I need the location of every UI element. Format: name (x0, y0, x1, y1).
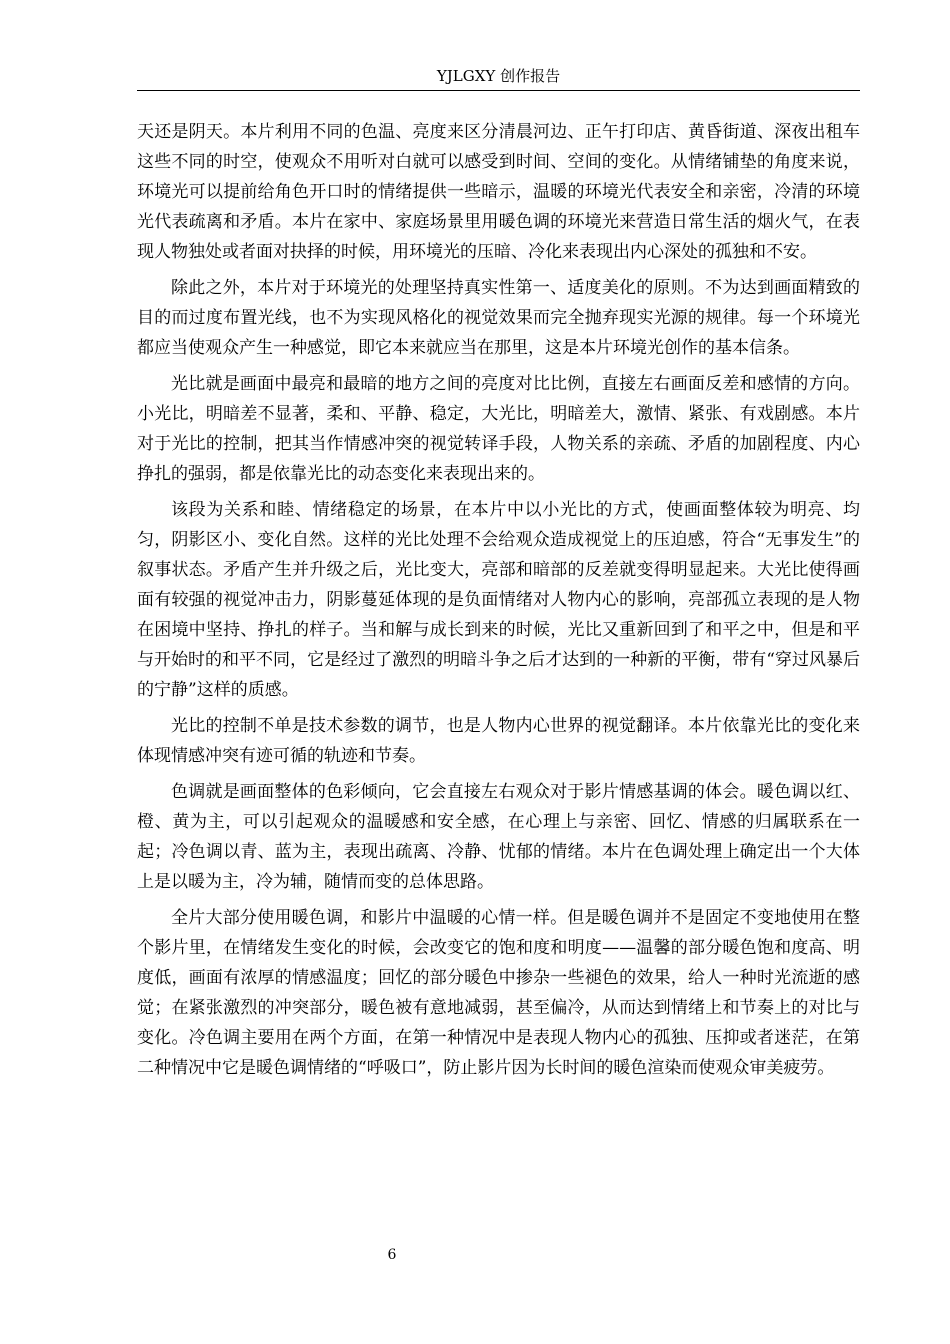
paragraph: 全片大部分使用暖色调，和影片中温暖的心情一样。但是暖色调并不是固定不变地使用在整个影片里，在情绪发生变化的时候，会改变它的饱和度和明度——温馨的部分暖色饱和度高、明度低，画面有浓厚的情感温度；回忆的部分暖色中掺杂一些褪色的效果，给人一种时光流逝的感觉；在紧张激烈的冲突部分，暖色被有意地减弱，甚至偏冷，从而达到情绪上和节奏上的对比与变化。冷色调主要用在两个方面，在第一种情况中是表现人物内心的孤独、压抑或者迷茫，在第二种情况中它是暖色调情绪的“呼吸口”，防止影片因为长时间的暖色渲染而使观众审美疲劳。 (137, 908, 860, 1078)
paragraph: 光比的控制不单是技术参数的调节，也是人物内心世界的视觉翻译。本片依靠光比的变化来体现情感冲突有迹可循的轨迹和节奏。 (137, 716, 860, 766)
paragraph: 色调就是画面整体的色彩倾向，它会直接左右观众对于影片情感基调的体会。暖色调以红、橙、黄为主，可以引起观众的温暖感和安全感，在心理上与亲密、回忆、情感的归属联系在一起；冷色调以青、蓝为主，表现出疏离、冷静、忧郁的情绪。本片在色调处理上确定出一个大体上是以暖为主，冷为辅，随情而变的总体思路。 (137, 782, 860, 892)
paragraph: 光比就是画面中最亮和最暗的地方之间的亮度对比比例，直接左右画面反差和感情的方向。小光比，明暗差不显著，柔和、平静、稳定，大光比，明暗差大，激情、紧张、有戏剧感。本片对于光比的控制，把其当作情感冲突的视觉转译手段，人物关系的亲疏、矛盾的加剧程度、内心挣扎的强弱，都是依靠光比的动态变化来表现出来的。 (137, 374, 860, 484)
running-header: YJLGXY 创作报告 (436, 67, 561, 85)
page-number: 6 (387, 1247, 397, 1263)
paragraph: 该段为关系和睦、情绪稳定的场景，在本片中以小光比的方式，使画面整体较为明亮、均匀，阴影区小、变化自然。这样的光比处理不会给观众造成视觉上的压迫感，符合“无事发生”的叙事状态。矛盾产生并升级之后，光比变大，亮部和暗部的反差就变得明显起来。大光比使得画面有较强的视觉冲击力，阴影蔓延体现的是负面情绪对人物内心的影响，亮部孤立表现的是人物在困境中坚持、挣扎的样子。当和解与成长到来的时候，光比又重新回到了和平之中，但是和平与开始时的和平不同，它是经过了激烈的明暗斗争之后才达到的一种新的平衡，带有“穿过风暴后的宁静”这样的质感。 (137, 500, 860, 700)
body-text (137, 117, 860, 1089)
header-rule (137, 90, 860, 91)
paragraph: 天还是阴天。本片利用不同的色温、亮度来区分清晨河边、正午打印店、黄昏街道、深夜出租车这些不同的时空，使观众不用听对白就可以感受到时间、空间的变化。从情绪铺垫的角度来说，环境光可以提前给角色开口时的情绪提供一些暗示，温暖的环境光代表安全和亲密，冷清的环境光代表疏离和矛盾。本片在家中、家庭场景里用暖色调的环境光来营造日常生活的烟火气，在表现人物独处或者面对抉择的时候，用环境光的压暗、冷化来表现出内心深处的孤独和不安。 (137, 122, 860, 262)
paragraph: 除此之外，本片对于环境光的处理坚持真实性第一、适度美化的原则。不为达到画面精致的目的而过度布置光线，也不为实现风格化的视觉效果而完全抛弃现实光源的规律。每一个环境光都应当使观众产生一种感觉，即它本来就应当在那里，这是本片环境光创作的基本信条。 (137, 278, 860, 358)
